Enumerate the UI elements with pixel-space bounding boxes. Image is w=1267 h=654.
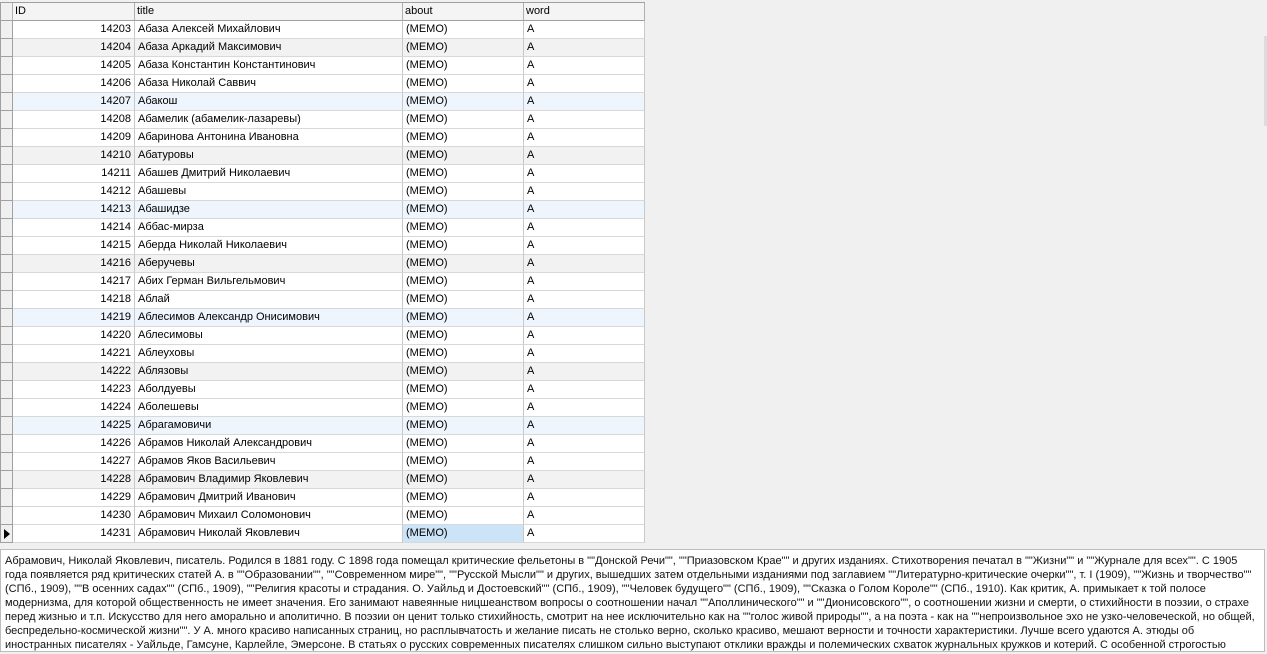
cell-about[interactable]: (MEMO) xyxy=(403,327,524,345)
row-selector[interactable] xyxy=(1,273,13,291)
cell-word[interactable]: А xyxy=(524,525,645,543)
table-row[interactable] xyxy=(1,381,645,399)
cell-about[interactable]: (MEMO) xyxy=(403,507,524,525)
cell-about[interactable]: (MEMO) xyxy=(403,417,524,435)
cell-id[interactable]: 14222 xyxy=(13,363,135,381)
memo-text: Абрамович, Николай Яковлевич, писатель. Родился в 1881 году. С 1898 года помещал критические фельетоны в ""Донской Речи"", ""Приазовском Крае"" и других изданиях. Стихотворения печатал в ""Жизни"" и ""Журнале для всех"". С 1905 года появляется ряд критических статей А. в ""Образовании"", ""Современном мире"", ""Русской Мысли"" и других, вышедших затем отдельными изданиями под заглавием ""Литературно-критические очерки"", т. I (1909), ""Жизнь и творчество"" (СПб., 1909), ""В осенних садах"" (СПб., 1909), ""Религия красоты и страдания. О. Уайльд и Достоевский"" (СПб., 1909), ""Человек будущего"" (СПб., 1909), ""Сказка о Голом Короле"" (СПб., 1910). Как критик, А. примыкает к той полосе модернизма, для которой общественность не имеет значения. Его занимают навеянные ницшеанством вопросы о соотношении начал ""Аполлинического"" и ""Дионисовского"", о соотношении жизни и смерти, о стихийности в поэзии, о страхе перед жизнью и т.п. Искусство для него аморально и аполитично. В поэзии он ценит только стихийность, смотрит на нее исключительно как на ""голос живой природы"", а на поэта - как на ""непроизвольное эхо не узко-человеческой, но общей, беспредельно-космической жизни"". У А. много красиво написанных страниц, но расплывчатость и желание писать не столько верно, сколько красиво, мешают верности и точности характеристики. Лучше всего удаются А. этюды об иностранных писателях - Уайльде, Гамсуне, Карлейле, Эмерсоне. В статьях о русских современных писателях слишком сильно выступают отклики вражды и полемических схваток журнальных кружков и котерий. С особенной строгостью xyxy=(5,555,1255,651)
row-selector[interactable] xyxy=(1,75,13,93)
table-row[interactable] xyxy=(1,75,645,93)
cell-word[interactable]: А xyxy=(524,327,645,345)
row-selector[interactable] xyxy=(1,237,13,255)
row-selector[interactable] xyxy=(1,381,13,399)
cell-about[interactable]: (MEMO) xyxy=(403,57,524,75)
table-row[interactable] xyxy=(1,273,645,291)
cell-about[interactable]: (MEMO) xyxy=(403,291,524,309)
data-grid[interactable] xyxy=(0,2,645,543)
cell-title[interactable]: Абаза Константин Константинович xyxy=(135,57,403,75)
cell-about[interactable]: (MEMO) xyxy=(403,39,524,57)
row-selector[interactable] xyxy=(1,111,13,129)
cell-word[interactable]: А xyxy=(524,57,645,75)
row-selector[interactable] xyxy=(1,399,13,417)
row-selector[interactable] xyxy=(1,201,13,219)
cell-about[interactable]: (MEMO) xyxy=(403,435,524,453)
table-row[interactable] xyxy=(1,93,645,111)
cell-word[interactable]: А xyxy=(524,129,645,147)
cell-word[interactable]: А xyxy=(524,237,645,255)
row-selector[interactable] xyxy=(1,21,13,39)
cell-word[interactable]: А xyxy=(524,147,645,165)
cell-id[interactable]: 14214 xyxy=(13,219,135,237)
cell-title[interactable]: Аблай xyxy=(135,291,403,309)
cell-title[interactable]: Абашев Дмитрий Николаевич xyxy=(135,165,403,183)
cell-title[interactable]: Абамелик (абамелик-лазаревы) xyxy=(135,111,403,129)
table-row[interactable] xyxy=(1,255,645,273)
table-row[interactable] xyxy=(1,399,645,417)
cell-id[interactable]: 14223 xyxy=(13,381,135,399)
cell-title[interactable]: Абрагамовичи xyxy=(135,417,403,435)
table-row[interactable] xyxy=(1,21,645,39)
table-row[interactable] xyxy=(1,435,645,453)
table-row[interactable] xyxy=(1,417,645,435)
cell-id[interactable]: 14208 xyxy=(13,111,135,129)
cell-id[interactable]: 14216 xyxy=(13,255,135,273)
column-header-id[interactable]: ID xyxy=(13,3,135,21)
row-selector[interactable] xyxy=(1,39,13,57)
cell-title[interactable]: Аберучевы xyxy=(135,255,403,273)
cell-about[interactable]: (MEMO) xyxy=(403,21,524,39)
cell-about[interactable]: (MEMO) xyxy=(403,525,524,543)
row-selector[interactable] xyxy=(1,345,13,363)
table-row[interactable] xyxy=(1,489,645,507)
cell-title[interactable]: Абрамов Николай Александрович xyxy=(135,435,403,453)
cell-title[interactable]: Абрамович Дмитрий Иванович xyxy=(135,489,403,507)
cell-word[interactable]: А xyxy=(524,291,645,309)
cell-title[interactable]: Абаринова Антонина Ивановна xyxy=(135,129,403,147)
row-selector[interactable] xyxy=(1,291,13,309)
cell-word[interactable]: А xyxy=(524,471,645,489)
row-selector[interactable] xyxy=(1,363,13,381)
cell-id[interactable]: 14231 xyxy=(13,525,135,543)
cell-word[interactable]: А xyxy=(524,345,645,363)
cell-about[interactable]: (MEMO) xyxy=(403,345,524,363)
table-row[interactable] xyxy=(1,363,645,381)
cell-id[interactable]: 14207 xyxy=(13,93,135,111)
cell-about[interactable]: (MEMO) xyxy=(403,489,524,507)
row-selector[interactable] xyxy=(1,147,13,165)
cell-word[interactable]: А xyxy=(524,489,645,507)
table-row[interactable] xyxy=(1,201,645,219)
cell-about[interactable]: (MEMO) xyxy=(403,471,524,489)
cell-title[interactable]: Аблесимов Александр Онисимович xyxy=(135,309,403,327)
cell-id[interactable]: 14204 xyxy=(13,39,135,57)
cell-id[interactable]: 14227 xyxy=(13,453,135,471)
current-row-pointer-icon xyxy=(4,529,10,539)
table-row[interactable] xyxy=(1,147,645,165)
row-selector[interactable] xyxy=(1,219,13,237)
table-row[interactable] xyxy=(1,309,645,327)
cell-word[interactable]: А xyxy=(524,201,645,219)
cell-id[interactable]: 14224 xyxy=(13,399,135,417)
row-selector[interactable] xyxy=(1,489,13,507)
cell-title[interactable]: Абаза Алексей Михайлович xyxy=(135,21,403,39)
cell-title[interactable]: Абрамович Владимир Яковлевич xyxy=(135,471,403,489)
cell-id[interactable]: 14210 xyxy=(13,147,135,165)
cell-title[interactable]: Аблеуховы xyxy=(135,345,403,363)
row-selector[interactable] xyxy=(1,453,13,471)
cell-about[interactable]: (MEMO) xyxy=(403,219,524,237)
cell-word[interactable]: А xyxy=(524,381,645,399)
cell-id[interactable]: 14206 xyxy=(13,75,135,93)
grid-header xyxy=(1,3,645,21)
cell-title[interactable]: Аберда Николай Николаевич xyxy=(135,237,403,255)
cell-word[interactable]: А xyxy=(524,507,645,525)
cell-word[interactable]: А xyxy=(524,219,645,237)
table-row[interactable] xyxy=(1,507,645,525)
column-header-about[interactable]: about xyxy=(403,3,524,21)
cell-about[interactable]: (MEMO) xyxy=(403,183,524,201)
cell-about[interactable]: (MEMO) xyxy=(403,273,524,291)
cell-id[interactable]: 14217 xyxy=(13,273,135,291)
row-selector[interactable] xyxy=(1,255,13,273)
cell-id[interactable]: 14205 xyxy=(13,57,135,75)
row-selector[interactable] xyxy=(1,435,13,453)
table-row[interactable] xyxy=(1,327,645,345)
cell-about[interactable]: (MEMO) xyxy=(403,165,524,183)
grid-body xyxy=(1,21,645,543)
cell-about[interactable]: (MEMO) xyxy=(403,309,524,327)
row-selector[interactable] xyxy=(1,165,13,183)
table-row[interactable] xyxy=(1,165,645,183)
row-selector[interactable] xyxy=(1,129,13,147)
cell-about[interactable]: (MEMO) xyxy=(403,111,524,129)
cell-title[interactable]: Абаза Николай Саввич xyxy=(135,75,403,93)
cell-title[interactable]: Абрамович Николай Яковлевич xyxy=(135,525,403,543)
cell-title[interactable]: Абрамов Яков Васильевич xyxy=(135,453,403,471)
cell-word[interactable]: А xyxy=(524,39,645,57)
header-corner xyxy=(1,3,13,21)
cell-id[interactable]: 14211 xyxy=(13,165,135,183)
cell-id[interactable]: 14203 xyxy=(13,21,135,39)
cell-word[interactable]: А xyxy=(524,93,645,111)
cell-about[interactable]: (MEMO) xyxy=(403,237,524,255)
column-header-word[interactable]: word xyxy=(524,3,645,21)
cell-word[interactable]: А xyxy=(524,363,645,381)
row-selector[interactable] xyxy=(1,507,13,525)
cell-id[interactable]: 14212 xyxy=(13,183,135,201)
cell-id[interactable]: 14213 xyxy=(13,201,135,219)
table-row[interactable] xyxy=(1,345,645,363)
cell-word[interactable]: А xyxy=(524,453,645,471)
row-selector[interactable] xyxy=(1,525,13,543)
cell-title[interactable]: Абашидзе xyxy=(135,201,403,219)
cell-title[interactable]: Аболешевы xyxy=(135,399,403,417)
cell-about[interactable]: (MEMO) xyxy=(403,453,524,471)
cell-word[interactable]: А xyxy=(524,273,645,291)
table-row[interactable] xyxy=(1,183,645,201)
table-row[interactable] xyxy=(1,39,645,57)
cell-about[interactable]: (MEMO) xyxy=(403,381,524,399)
row-selector[interactable] xyxy=(1,93,13,111)
cell-id[interactable]: 14220 xyxy=(13,327,135,345)
cell-about[interactable]: (MEMO) xyxy=(403,399,524,417)
cell-id[interactable]: 14221 xyxy=(13,345,135,363)
table-row[interactable] xyxy=(1,525,645,543)
cell-word[interactable]: А xyxy=(524,309,645,327)
cell-word[interactable]: А xyxy=(524,111,645,129)
column-header-title[interactable]: title xyxy=(135,3,403,21)
cell-about[interactable]: (MEMO) xyxy=(403,129,524,147)
cell-word[interactable]: А xyxy=(524,435,645,453)
cell-title[interactable]: Абатуровы xyxy=(135,147,403,165)
cell-about[interactable]: (MEMO) xyxy=(403,147,524,165)
cell-id[interactable]: 14218 xyxy=(13,291,135,309)
table-row[interactable] xyxy=(1,111,645,129)
cell-title[interactable]: Абакош xyxy=(135,93,403,111)
table-row[interactable] xyxy=(1,237,645,255)
cell-word[interactable]: А xyxy=(524,255,645,273)
cell-title[interactable]: Аблязовы xyxy=(135,363,403,381)
cell-id[interactable]: 14219 xyxy=(13,309,135,327)
cell-id[interactable]: 14228 xyxy=(13,471,135,489)
cell-id[interactable]: 14230 xyxy=(13,507,135,525)
table-row[interactable] xyxy=(1,453,645,471)
cell-id[interactable]: 14229 xyxy=(13,489,135,507)
cell-id[interactable]: 14215 xyxy=(13,237,135,255)
table-row[interactable] xyxy=(1,57,645,75)
row-selector[interactable] xyxy=(1,417,13,435)
cell-title[interactable]: Абрамович Михаил Соломонович xyxy=(135,507,403,525)
cell-id[interactable]: 14209 xyxy=(13,129,135,147)
row-selector[interactable] xyxy=(1,309,13,327)
table-row[interactable] xyxy=(1,219,645,237)
table-row[interactable] xyxy=(1,291,645,309)
cell-about[interactable]: (MEMO) xyxy=(403,255,524,273)
cell-word[interactable]: А xyxy=(524,21,645,39)
row-selector[interactable] xyxy=(1,471,13,489)
table-row[interactable] xyxy=(1,129,645,147)
cell-id[interactable]: 14225 xyxy=(13,417,135,435)
cell-title[interactable]: Аббас-мирза xyxy=(135,219,403,237)
row-selector[interactable] xyxy=(1,327,13,345)
row-selector[interactable] xyxy=(1,57,13,75)
cell-word[interactable]: А xyxy=(524,165,645,183)
cell-title[interactable]: Аблесимовы xyxy=(135,327,403,345)
cell-about[interactable]: (MEMO) xyxy=(403,201,524,219)
memo-text-panel[interactable] xyxy=(0,549,1265,652)
cell-word[interactable]: А xyxy=(524,399,645,417)
cell-word[interactable]: А xyxy=(524,417,645,435)
cell-word[interactable]: А xyxy=(524,183,645,201)
cell-title[interactable]: Аболдуевы xyxy=(135,381,403,399)
cell-about[interactable]: (MEMO) xyxy=(403,75,524,93)
table-row[interactable] xyxy=(1,471,645,489)
cell-about[interactable]: (MEMO) xyxy=(403,363,524,381)
cell-title[interactable]: Абих Герман Вильгельмович xyxy=(135,273,403,291)
cell-word[interactable]: А xyxy=(524,75,645,93)
cell-about[interactable]: (MEMO) xyxy=(403,93,524,111)
row-selector[interactable] xyxy=(1,183,13,201)
cell-title[interactable]: Абашевы xyxy=(135,183,403,201)
cell-title[interactable]: Абаза Аркадий Максимович xyxy=(135,39,403,57)
cell-id[interactable]: 14226 xyxy=(13,435,135,453)
